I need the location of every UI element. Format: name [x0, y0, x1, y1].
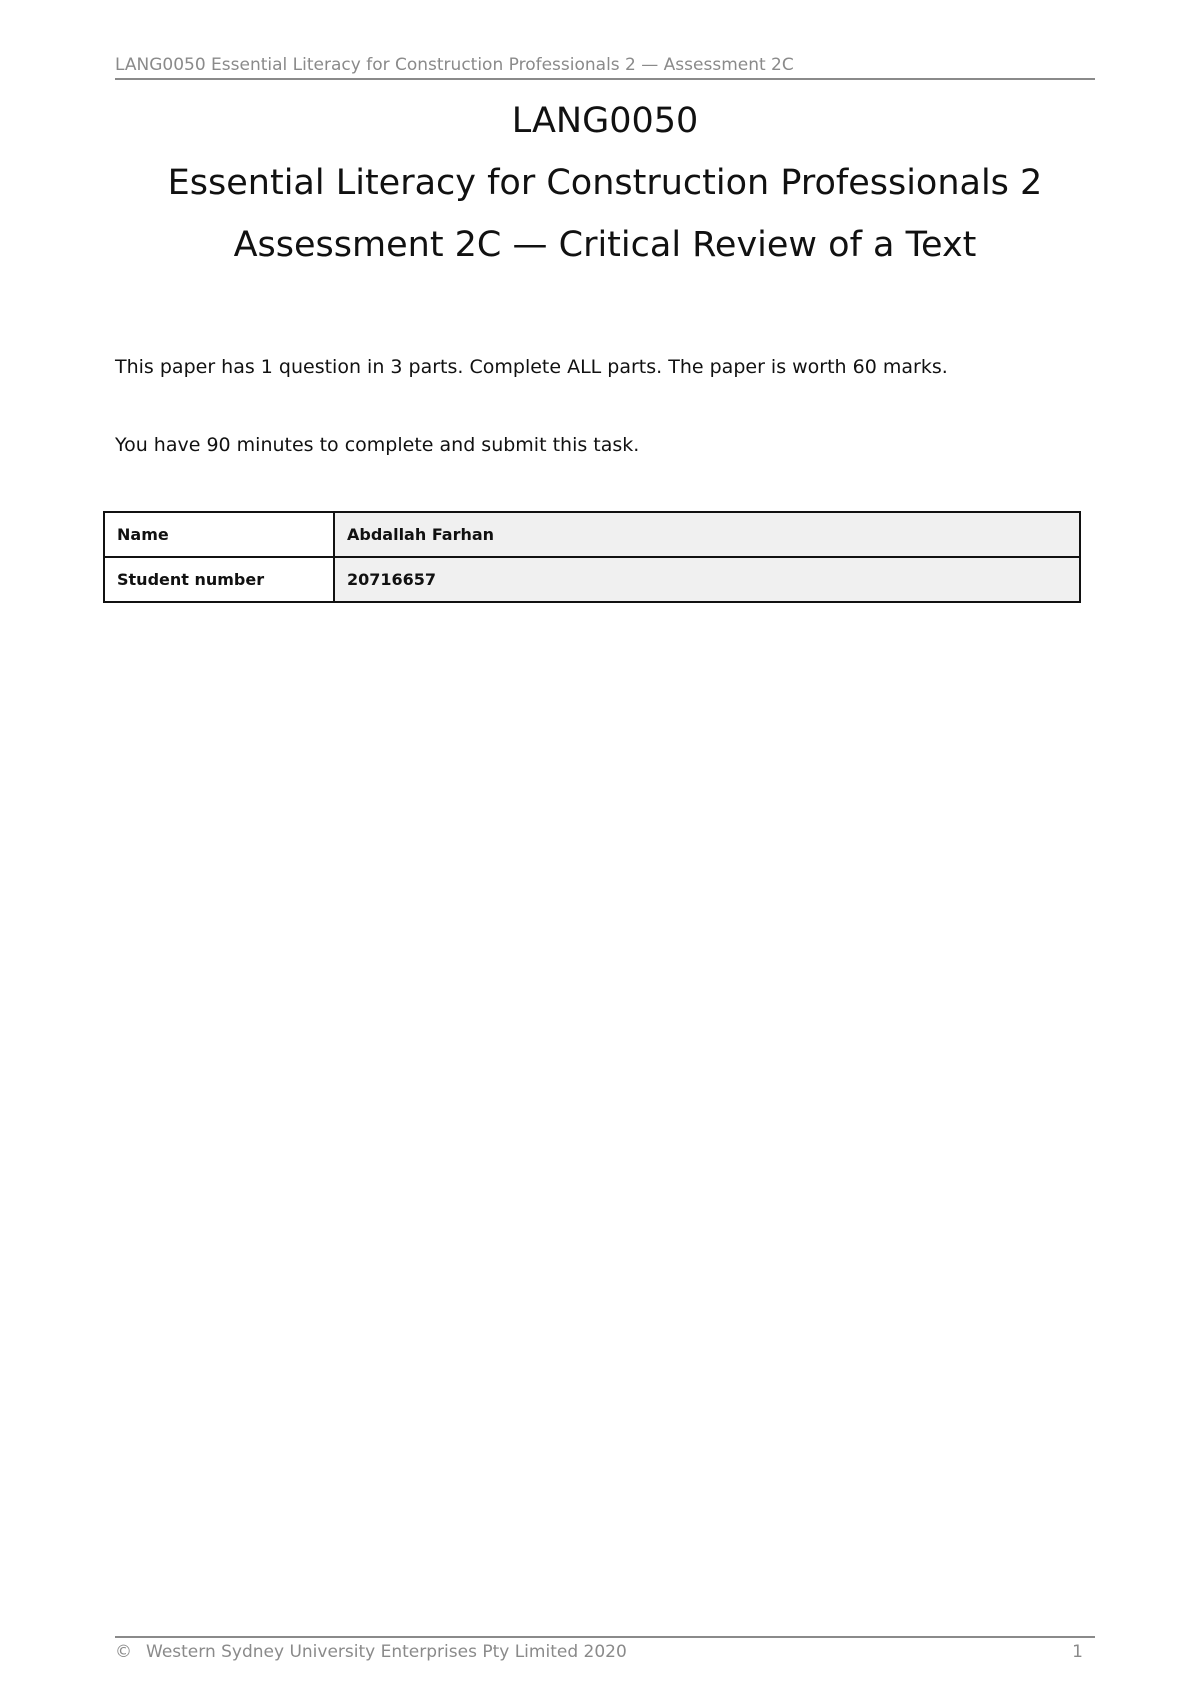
footer-copyright-line	[115, 1642, 1095, 1662]
page-header	[115, 56, 1095, 80]
running-header-title: LANG0050 Essential Literacy for Construction Professionals 2 — Assessment 2C	[115, 55, 794, 75]
page-number: 1	[1072, 1642, 1083, 1662]
table-row-student-number	[104, 557, 1080, 602]
title-block	[100, 90, 1110, 276]
assessment-title: Assessment 2C — Critical Review of a Text	[233, 225, 977, 265]
course-code: LANG0050	[511, 101, 699, 141]
student-number-value[interactable]: 20716657	[334, 557, 1080, 602]
student-number-label: Student number	[104, 557, 334, 602]
name-value[interactable]: Abdallah Farhan	[334, 512, 1080, 557]
instructions-paper-info: This paper has 1 question in 3 parts. Complete ALL parts. The paper is worth 60 marks.	[115, 356, 948, 378]
table-row-name	[104, 512, 1080, 557]
copyright-symbol: ©	[115, 1642, 132, 1662]
name-label: Name	[104, 512, 334, 557]
student-details-table	[103, 511, 1081, 603]
footer-copyright-text: Western Sydney University Enterprises Pty Limited 2020	[146, 1642, 627, 1662]
page-footer	[115, 1636, 1095, 1662]
course-title: Essential Literacy for Construction Professionals 2	[167, 163, 1043, 203]
instructions-time-limit: You have 90 minutes to complete and submit this task.	[115, 434, 640, 456]
